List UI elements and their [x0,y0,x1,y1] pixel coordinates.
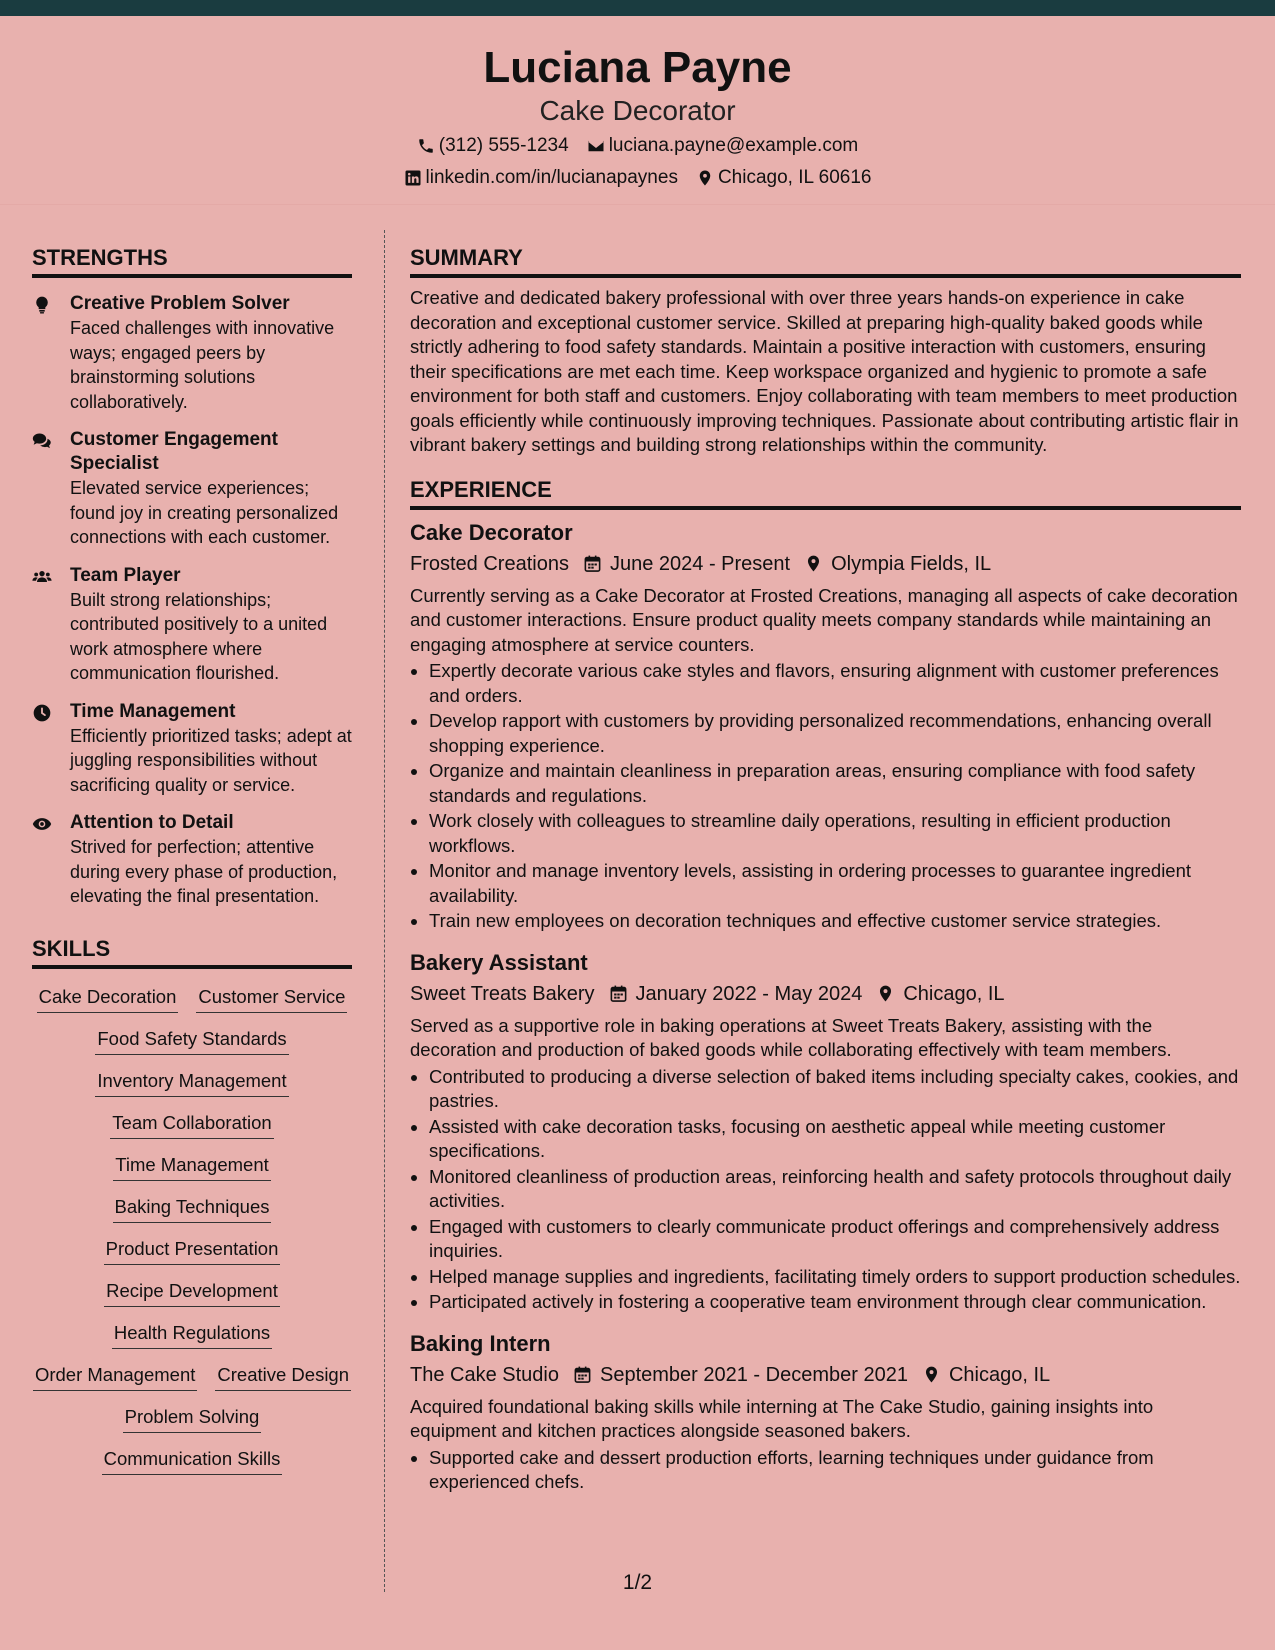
job-dates: January 2022 - May 2024 [635,982,863,1005]
job-location: Chicago, IL [948,1363,1051,1386]
experience-heading: EXPERIENCE [410,476,1241,510]
header-separator [0,204,1275,205]
job-bullet: • Train new employees on decoration techniques and effective customer service strategies. [429,909,1241,934]
job-bullet: • Engaged with customers to clearly communicate product offerings and comprehensively address inquiries. [429,1215,1241,1264]
job-meta [410,550,1241,578]
job-bullet: • Organize and maintain cleanliness in preparation areas, ensuring compliance with food safety standards and regulations. [429,759,1241,808]
job-title: Baking Intern [410,1330,551,1356]
job-company: The Cake Studio [410,1363,559,1386]
skill-tag: Product Presentation [104,1237,281,1265]
job-description: Served as a supportive role in baking operations at Sweet Treats Bakery, assisting with the decoration and production of baked goods while collaborating effectively with team members. [410,1014,1172,1060]
linkedin-contact[interactable] [404,166,678,190]
strengths-heading: STRENGTHS [32,244,352,278]
strength-item [32,811,352,909]
phone-text: (312) 555-1234 [438,135,569,156]
phone-contact[interactable] [417,134,569,158]
strength-description: Faced challenges with innovative ways; engaged peers by brainstorming solutions collaboratively. [70,318,335,412]
calendar-icon [609,984,628,1003]
linkedin-icon [404,169,422,187]
job-bullets [410,1065,1241,1315]
left-column [32,244,352,1483]
job-company: Frosted Creations [410,552,569,575]
job-bullet: • Monitor and manage inventory levels, assisting in ordering processes to guarantee ingredient availability. [429,859,1241,908]
skill-tag: Order Management [33,1363,197,1391]
resume-header [0,16,1275,204]
job-entry [410,948,1241,1315]
calendar-icon [583,554,602,573]
job-location: Olympia Fields, IL [831,552,992,575]
strength-description: Elevated service experiences; found joy in creating personalized connections with each customer. [70,478,339,547]
map-marker-icon [804,554,823,573]
skill-tag: Recipe Development [104,1279,280,1307]
skill-tag: Problem Solving [123,1405,262,1433]
job-location: Chicago, IL [903,982,1005,1005]
map-marker-icon [696,169,714,187]
skill-tag: Customer Service [196,985,347,1013]
email-contact[interactable] [587,134,859,158]
skill-tag: Team Collaboration [110,1111,273,1139]
strength-title: Time Management [70,700,236,722]
page-number: 1/2 [622,1571,653,1594]
calendar-icon [573,1365,592,1384]
job-bullet: • Develop rapport with customers by providing personalized recommendations, enhancing overall shopping experience. [429,709,1241,758]
skill-tag: Health Regulations [112,1321,272,1349]
job-title: Cake Decorator [410,519,573,545]
contact-row-1 [0,134,1275,158]
job-title: Bakery Assistant [410,949,588,975]
job-entry [410,1329,1241,1495]
strengths-list [32,292,352,909]
strength-title: Team Player [70,564,181,586]
candidate-title: Cake Decorator [539,95,736,126]
job-description: Acquired foundational baking skills while interning at The Cake Studio, gaining insights into equipment and kitchen practices alongside seasoned bakers. [410,1395,1154,1441]
phone-icon [417,137,435,155]
linkedin-text: linkedin.com/in/lucianapaynes [425,167,678,188]
strength-item [32,428,352,550]
strength-item [32,564,352,686]
map-marker-icon [922,1365,941,1384]
lightbulb-icon [32,295,52,315]
job-meta [410,1361,1241,1389]
summary-text: Creative and dedicated bakery professional with over three years hands-on experience in cake decoration and exceptional customer service. Skilled at preparing high-quality baked goods while strictly adhering to food safety standards. Maintain a positive interaction with customers, ensuring their specifications are met each time. Keep workspace organized and hygienic to promote a safe environment for both staff and customers. Enjoy collaborating with team members to meet production goals efficiently while continuously improving techniques. Passionate about contributing artistic flair in vibrant bakery settings and building strong relationships within the community. [410,287,1239,455]
skill-tag: Communication Skills [102,1447,283,1475]
strength-title: Customer Engagement Specialist [70,429,278,474]
users-icon [32,567,52,587]
job-bullet: • Monitored cleanliness of production areas, reinforcing health and safety protocols throughout daily activities. [429,1165,1241,1214]
job-bullets [410,1446,1241,1495]
job-bullet: • Supported cake and dessert production efforts, learning techniques under guidance from experienced chefs. [429,1446,1241,1495]
job-description: Currently serving as a Cake Decorator at Frosted Creations, managing all aspects of cake decoration and customer interactions. Ensure product quality meets company standards while maintaining an engaging atmosphere at service counters. [410,584,1238,655]
contact-row-2 [0,166,1275,190]
top-accent-bar [0,0,1275,16]
job-bullet: • Expertly decorate various cake styles and flavors, ensuring alignment with customer preferences and orders. [429,659,1241,708]
map-marker-icon [876,984,895,1003]
skill-tag: Inventory Management [95,1069,288,1097]
job-dates: September 2021 - December 2021 [599,1363,908,1386]
envelope-icon [587,137,605,155]
clock-icon [32,703,52,723]
skill-tag: Food Safety Standards [95,1027,288,1055]
strength-item [32,700,352,798]
job-bullet: • Contributed to producing a diverse selection of baked items including specialty cakes, cookies, and pastries. [429,1065,1241,1114]
location-contact [696,166,872,190]
location-text: Chicago, IL 60616 [717,167,872,188]
summary-heading: SUMMARY [410,244,1241,278]
job-bullet: • Work closely with colleagues to streamline daily operations, resulting in efficient production workflows. [429,809,1241,858]
job-bullet: • Helped manage supplies and ingredients, facilitating timely orders to support production schedules. [429,1265,1241,1290]
strength-title: Attention to Detail [70,812,234,833]
strength-description: Strived for perfection; attentive during every phase of production, elevating the final presentation. [70,837,338,906]
comments-icon [32,431,52,451]
strength-description: Built strong relationships; contributed positively to a united work atmosphere where communication flourished. [70,589,328,683]
job-dates: June 2024 - Present [609,552,791,575]
strength-item [32,292,352,414]
email-text: luciana.payne@example.com [608,135,859,156]
job-bullets [410,659,1241,934]
candidate-name: Luciana Payne [483,43,792,92]
skills-heading: SKILLS [32,935,352,969]
skill-tag: Baking Techniques [113,1195,272,1223]
job-meta [410,980,1241,1008]
column-divider [384,230,385,1592]
skill-tag: Cake Decoration [37,985,179,1013]
job-company: Sweet Treats Bakery [410,982,595,1005]
strength-title: Creative Problem Solver [70,293,290,314]
strength-description: Efficiently prioritized tasks; adept at juggling responsibilities without sacrificing quality or service. [70,725,352,795]
skill-tag: Time Management [113,1153,271,1181]
eye-icon [32,814,52,834]
right-column [410,244,1241,1496]
skills-list [32,977,352,1483]
job-bullet: • Assisted with cake decoration tasks, focusing on aesthetic appeal while meeting customer specifications. [429,1115,1241,1164]
skill-tag: Creative Design [215,1363,351,1391]
job-bullet: • Participated actively in fostering a cooperative team environment through clear communication. [429,1290,1241,1315]
job-entry [410,518,1241,934]
